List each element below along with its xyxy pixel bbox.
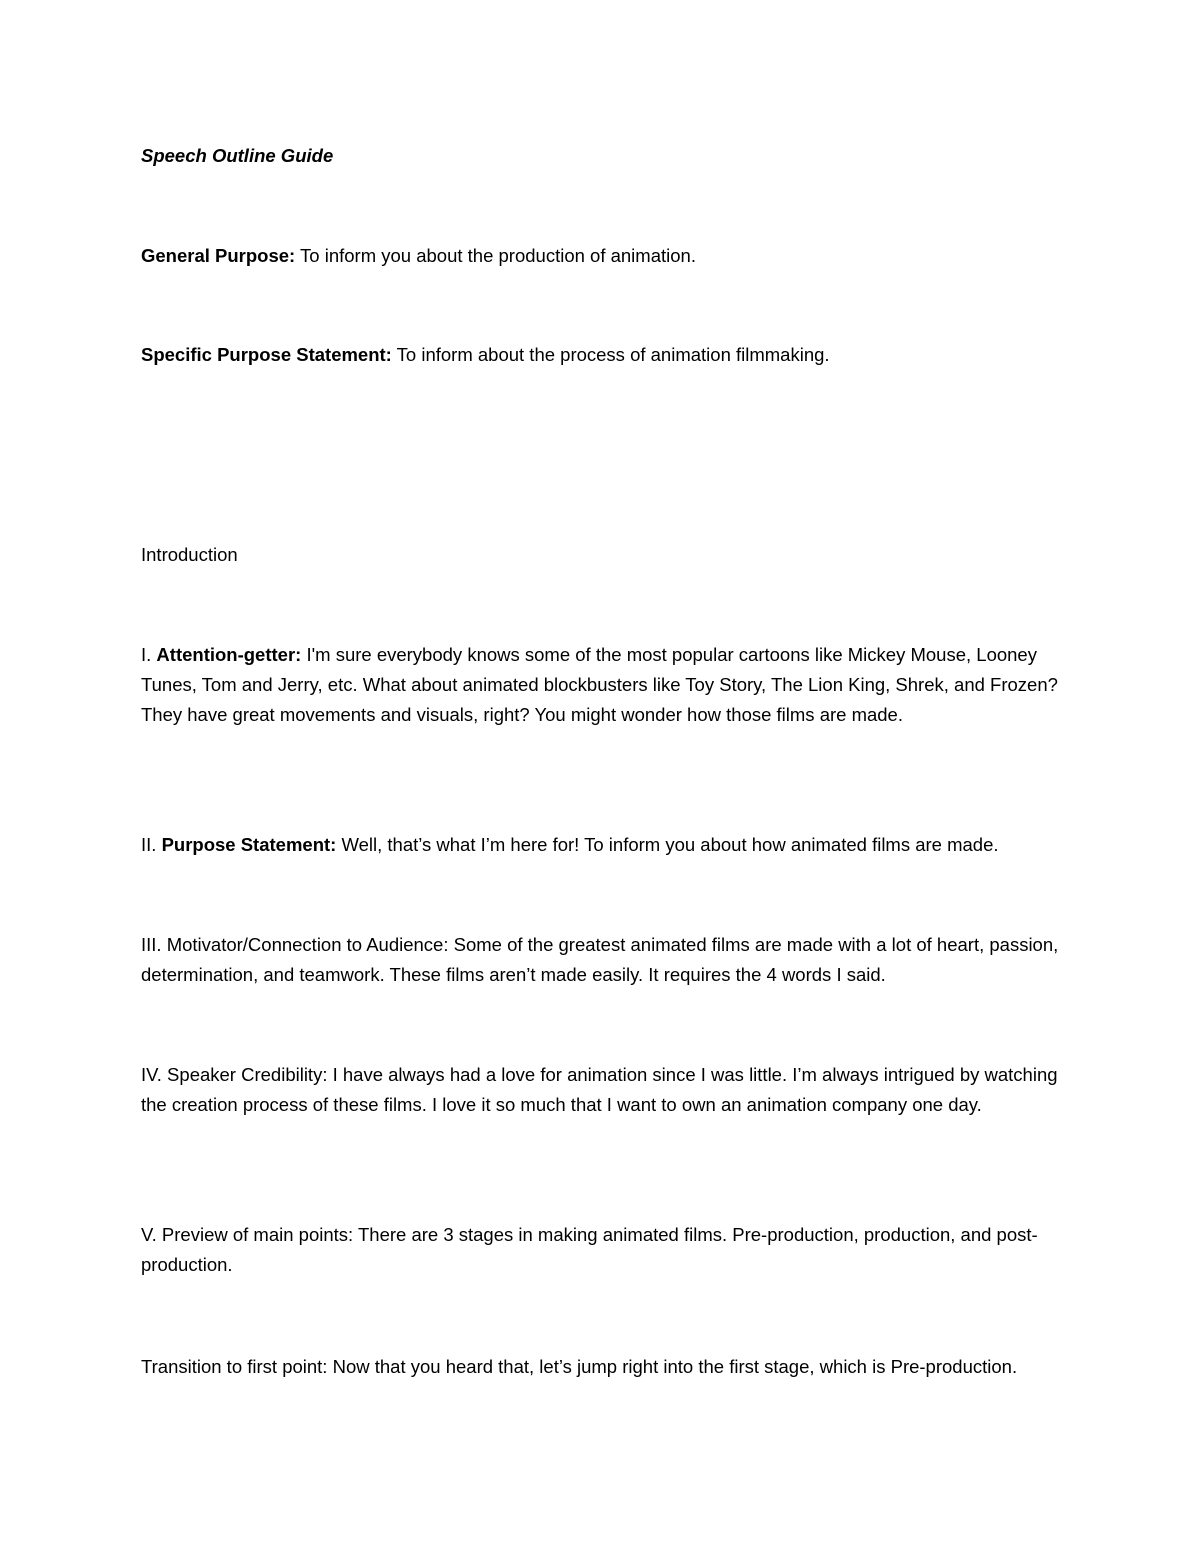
attention-getter-numeral: I. <box>141 644 157 665</box>
purpose-statement-label: Purpose Statement: <box>161 834 337 855</box>
preview-paragraph: V. Preview of main points: There are 3 stages in making animated films. Pre-production, production, and post-production. <box>141 1224 1038 1275</box>
attention-getter <box>141 640 1071 730</box>
transition-paragraph: Transition to first point: Now that you heard that, let’s jump right into the first stage, which is Pre-production. <box>141 1356 1018 1377</box>
credibility-paragraph: IV. Speaker Credibility: I have always had a love for animation since I was little. I’m always intrigued by watching the creation process of these films. I love it so much that I want to own an animation company one day. <box>141 1064 1058 1115</box>
purpose-statement-text: Well, that’s what I’m here for! To inform you about how animated films are made. <box>336 834 999 855</box>
specific-purpose <box>141 340 1071 370</box>
general-purpose <box>141 241 1071 271</box>
purpose-statement <box>141 830 1071 860</box>
attention-getter-label: Attention-getter: <box>156 644 302 665</box>
general-purpose-text: To inform you about the production of animation. <box>295 245 696 266</box>
general-purpose-label: General Purpose: <box>141 245 296 266</box>
motivator-paragraph: III. Motivator/Connection to Audience: Some of the greatest animated films are made with a lot of heart, passion, determination, and teamwork. These films aren’t made easily. It requires the 4 words I said. <box>141 934 1059 985</box>
document-title: Speech Outline Guide <box>141 145 334 166</box>
section-heading-introduction: Introduction <box>141 544 238 565</box>
specific-purpose-text: To inform about the process of animation filmmaking. <box>391 344 830 365</box>
attention-getter-text: I'm sure everybody knows some of the most popular cartoons like Mickey Mouse, Looney Tunes, Tom and Jerry, etc. What about animated blockbusters like Toy Story, The Lion King, Shrek, and Frozen? They have great movements and visuals, right? You might wonder how those films are made. <box>141 644 1058 725</box>
specific-purpose-label: Specific Purpose Statement: <box>141 344 392 365</box>
purpose-statement-numeral: II. <box>141 834 162 855</box>
